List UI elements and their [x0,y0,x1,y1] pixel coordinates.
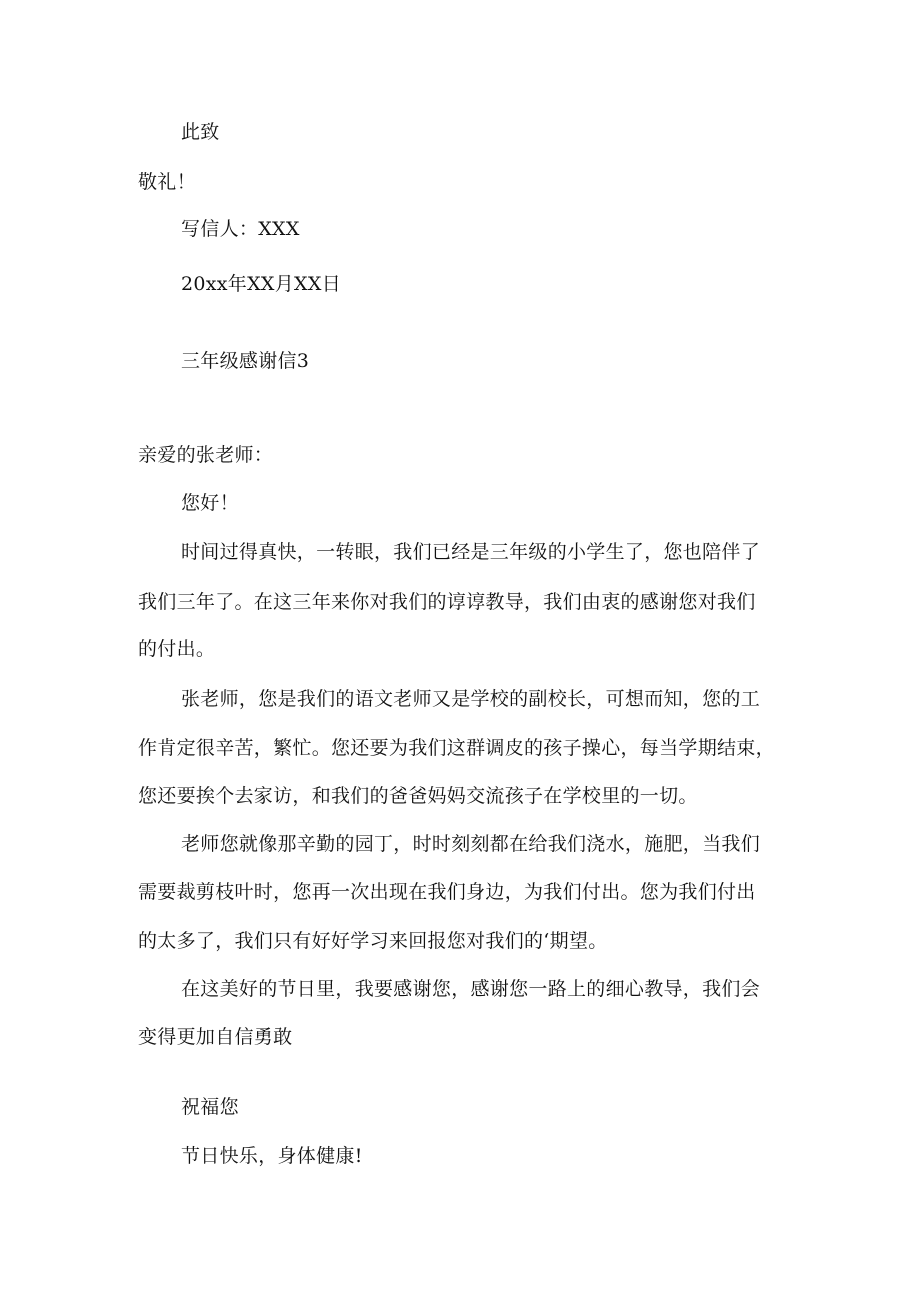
closing-wish: 祝福您 [181,1096,239,1118]
letter-heading: 三年级感谢信3 [181,350,310,372]
paragraph-1-line-1: 时间过得真快，一转眼，我们已经是三年级的小学生了，您也陪伴了 [181,541,761,563]
closing-salutation: 此致 [181,121,220,143]
paragraph-3-line-2: 需要裁剪枝叶时，您再一次出现在我们身边，为我们付出。您为我们付出 [138,881,756,903]
paragraph-2-line-2: 作肯定很辛苦，繁忙。您还要为我们这群调皮的孩子操心，每当学期结束， [138,737,775,759]
paragraph-1-line-3: 的付出。 [138,638,216,660]
writer-signature: 写信人：XXX [181,218,300,240]
letter-hello: 您好！ [181,492,239,514]
letter-greeting: 亲爱的张老师： [138,444,274,466]
closing-regards: 敬礼！ [138,171,196,193]
paragraph-4-line-1: 在这美好的节日里，我要感谢您，感谢您一路上的细心教导，我们会 [181,978,761,1000]
letter-date: 20xx年XX月XX日 [181,273,342,295]
closing-wish-detail: 节日快乐，身体健康! [181,1145,363,1167]
paragraph-2-line-3: 您还要挨个去家访，和我们的爸爸妈妈交流孩子在学校里的一切。 [138,785,698,807]
paragraph-1-line-2: 我们三年了。在这三年来你对我们的谆谆教导，我们由衷的感谢您对我们 [138,591,756,613]
paragraph-2-line-1: 张老师，您是我们的语文老师又是学校的副校长，可想而知，您的工 [181,688,761,710]
paragraph-4-line-2: 变得更加自信勇敢 [138,1026,293,1048]
paragraph-3-line-3: 的太多了，我们只有好好学习来回报您对我们的‘期望。 [138,930,608,952]
paragraph-3-line-1: 老师您就像那辛勤的园丁，时时刻刻都在给我们浇水，施肥，当我们 [181,833,761,855]
